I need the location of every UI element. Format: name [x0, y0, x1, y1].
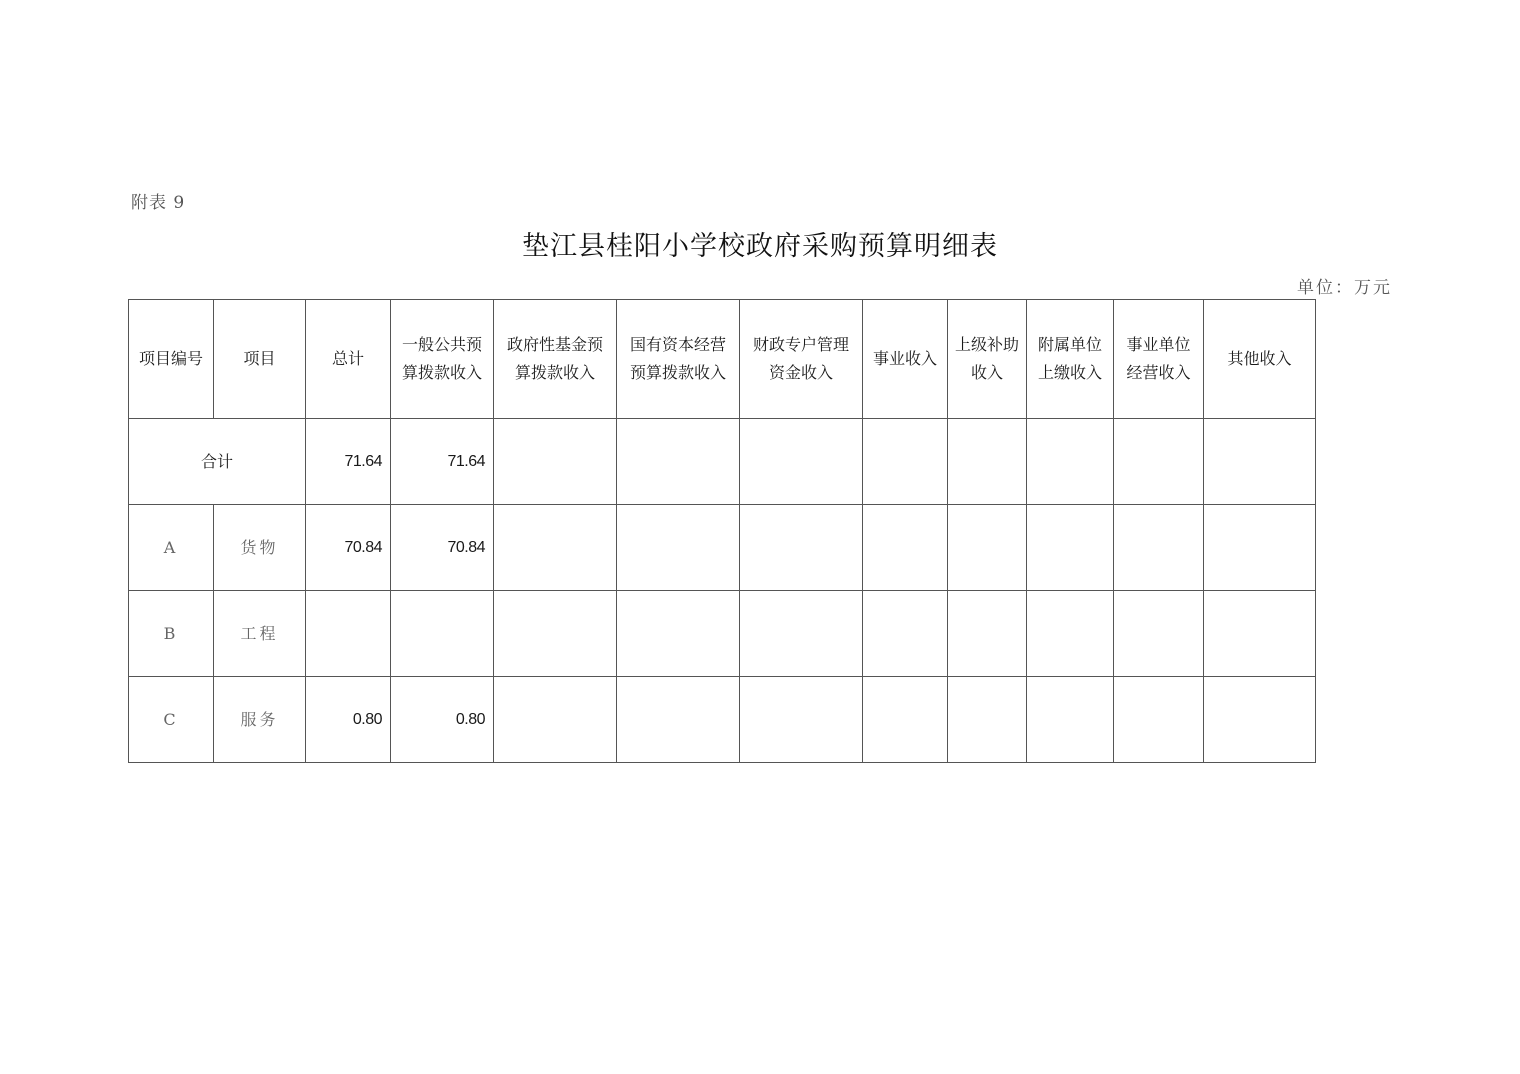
header-cell-project: 项目 [214, 300, 306, 419]
project-name-cell: 工程 [214, 591, 306, 677]
empty-cell [863, 677, 948, 763]
header-cell-affiliate-remittance: 附属单位上缴收入 [1027, 300, 1114, 419]
header-cell-other-income: 其他收入 [1204, 300, 1316, 419]
empty-cell [617, 419, 740, 505]
general-budget-cell: 70.84 [391, 505, 494, 591]
empty-cell [1027, 591, 1114, 677]
table-row [129, 591, 1316, 677]
procurement-budget-table [128, 299, 1316, 763]
header-cell-special-account: 财政专户管理资金收入 [740, 300, 863, 419]
empty-cell [863, 419, 948, 505]
header-cell-state-capital: 国有资本经营预算拨款收入 [617, 300, 740, 419]
empty-cell [948, 591, 1027, 677]
header-cell-total: 总计 [306, 300, 391, 419]
empty-cell [740, 419, 863, 505]
header-cell-general-budget: 一般公共预算拨款收入 [391, 300, 494, 419]
project-name-cell: 服务 [214, 677, 306, 763]
empty-cell [1204, 419, 1316, 505]
project-code-cell: A [129, 505, 214, 591]
empty-cell [494, 505, 617, 591]
total-cell: 0.80 [306, 677, 391, 763]
total-cell: 70.84 [306, 505, 391, 591]
total-cell [306, 591, 391, 677]
empty-cell [617, 505, 740, 591]
general-budget-cell [391, 591, 494, 677]
empty-cell [1114, 591, 1204, 677]
project-name-cell: 货物 [214, 505, 306, 591]
total-cell-general-budget: 71.64 [391, 419, 494, 505]
unit-label: 单位：万元 [1297, 278, 1392, 298]
empty-cell [1027, 677, 1114, 763]
header-cell-business-income: 事业收入 [863, 300, 948, 419]
header-cell-superior-subsidy: 上级补助收入 [948, 300, 1027, 419]
empty-cell [1027, 419, 1114, 505]
project-code-cell: C [129, 677, 214, 763]
empty-cell [1204, 505, 1316, 591]
empty-cell [617, 677, 740, 763]
document-title: 垫江县桂阳小学校政府采购预算明细表 [522, 231, 998, 262]
empty-cell [740, 677, 863, 763]
empty-cell [948, 677, 1027, 763]
empty-cell [863, 591, 948, 677]
empty-cell [1114, 505, 1204, 591]
project-code-cell: B [129, 591, 214, 677]
empty-cell [1204, 591, 1316, 677]
empty-cell [617, 591, 740, 677]
table-header-row [129, 300, 1316, 419]
total-cell-total: 71.64 [306, 419, 391, 505]
empty-cell [1027, 505, 1114, 591]
header-cell-government-fund: 政府性基金预算拨款收入 [494, 300, 617, 419]
empty-cell [948, 505, 1027, 591]
total-label-cell: 合计 [129, 419, 306, 505]
table-row-total [129, 419, 1316, 505]
header-cell-project-code: 项目编号 [129, 300, 214, 419]
header-cell-operating-income: 事业单位经营收入 [1114, 300, 1204, 419]
empty-cell [1204, 677, 1316, 763]
empty-cell [740, 591, 863, 677]
general-budget-cell: 0.80 [391, 677, 494, 763]
empty-cell [863, 505, 948, 591]
table-row [129, 505, 1316, 591]
empty-cell [1114, 419, 1204, 505]
appendix-label: 附表 9 [131, 193, 186, 213]
table-row [129, 677, 1316, 763]
empty-cell [494, 677, 617, 763]
empty-cell [1114, 677, 1204, 763]
empty-cell [740, 505, 863, 591]
empty-cell [948, 419, 1027, 505]
empty-cell [494, 419, 617, 505]
empty-cell [494, 591, 617, 677]
